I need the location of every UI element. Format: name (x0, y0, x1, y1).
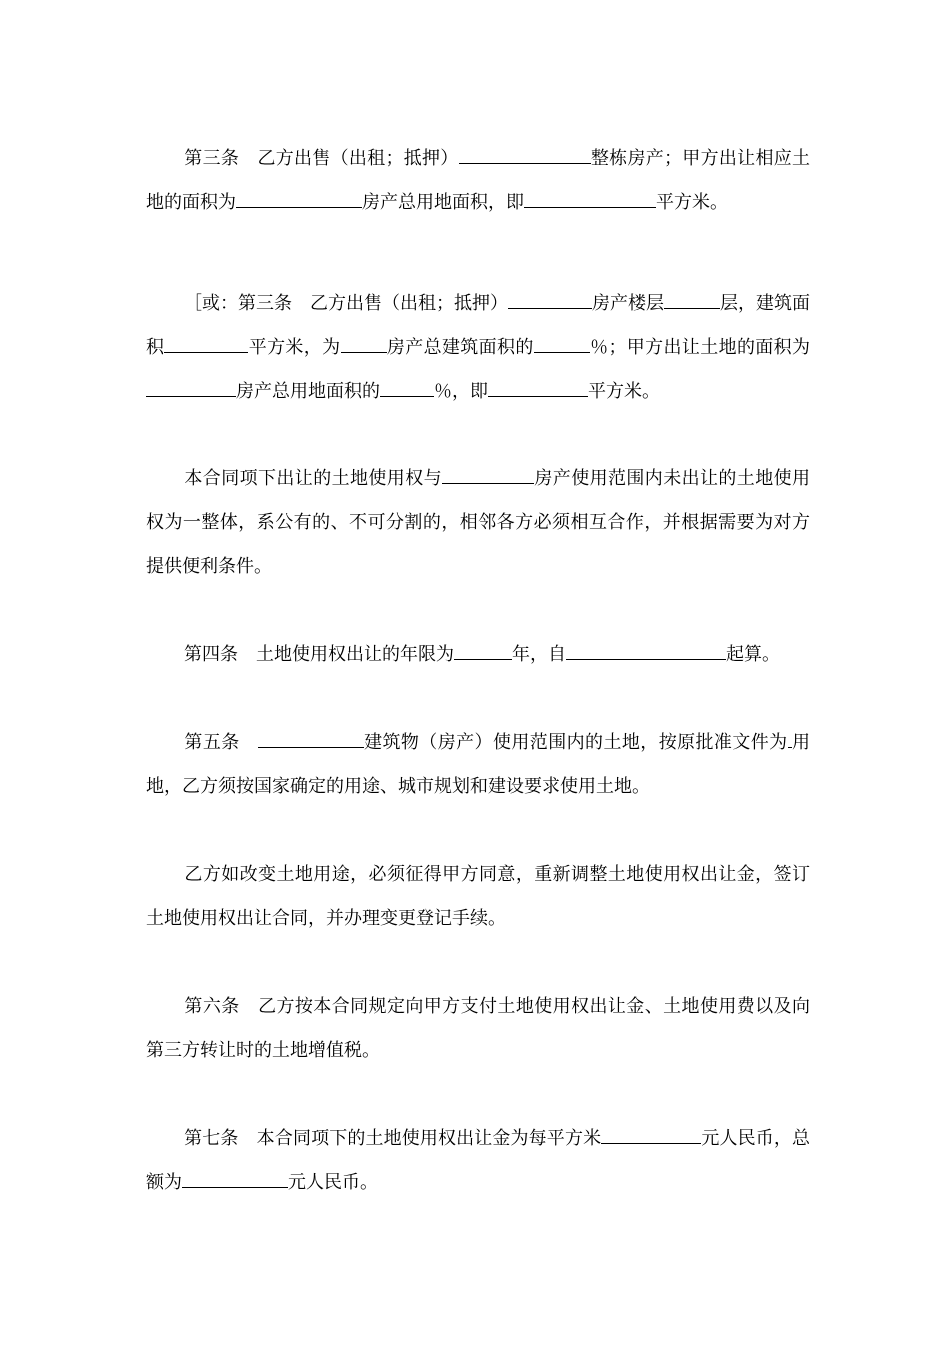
article-3-alternative-paragraph: ［或：第三条 乙方出售（出租；抵押） 房产楼层 层，建筑面积 平方米，为 房产总建筑面积的 ％；甲方出让土地的面积为房产总用地面积的 ％，即 平方米。 (146, 282, 810, 414)
blank-field[interactable] (534, 334, 590, 353)
blank-field[interactable] (524, 189, 656, 208)
article-5-number: 第五条 (184, 732, 240, 753)
blank-field[interactable] (508, 290, 592, 309)
blank-field[interactable] (182, 1169, 288, 1188)
blank-field[interactable] (454, 641, 512, 660)
article-4-number: 第四条 (184, 644, 238, 665)
blank-field[interactable] (236, 189, 362, 208)
article-6-number: 第六条 (184, 996, 240, 1017)
blank-field[interactable] (341, 334, 387, 353)
land-use-right-paragraph: 本合同项下出让的土地使用权与 房产使用范围内未出让的土地使用权为一整体，系公有的、不可分割的，相邻各方必须相互合作，并根据需要为对方提供便利条件。 (146, 457, 810, 589)
article-4-paragraph: 第四条 土地使用权出让的年限为 年，自 起算。 (146, 633, 810, 677)
blank-field[interactable] (380, 378, 434, 397)
blank-field[interactable] (442, 465, 534, 484)
blank-field[interactable] (146, 378, 236, 397)
article-5-paragraph: 第五条 建筑物（房产）使用范围内的土地，按原批准文件为 用地，乙方须按国家确定的用途、城市规划和建设要求使用土地。 (146, 721, 810, 809)
blank-field[interactable] (664, 290, 720, 309)
article-6-paragraph: 第六条 乙方按本合同规定向甲方支付土地使用权出让金、土地使用费以及向第三方转让时的土地增值税。 (146, 996, 811, 1061)
blank-field[interactable] (459, 145, 591, 164)
article-7-paragraph: 第七条 本合同项下的土地使用权出让金为每平方米 元人民币，总额为 元人民币。 (146, 1117, 810, 1205)
article-3-number: 第三条 (184, 148, 240, 169)
land-use-change-paragraph: 乙方如改变土地用途，必须征得甲方同意，重新调整土地使用权出让金，签订土地使用权出让合同，并办理变更登记手续。 (146, 864, 810, 929)
blank-field[interactable] (601, 1125, 701, 1144)
blank-field[interactable] (566, 641, 726, 660)
blank-field[interactable] (164, 334, 248, 353)
blank-field[interactable] (488, 378, 588, 397)
article-3-paragraph: 第三条 乙方出售（出租；抵押） 整栋房产；甲方出让相应土地的面积为 房产总用地面积，即 平方米。 (146, 137, 810, 225)
blank-field[interactable] (258, 729, 364, 748)
article-7-number: 第七条 (184, 1128, 239, 1149)
